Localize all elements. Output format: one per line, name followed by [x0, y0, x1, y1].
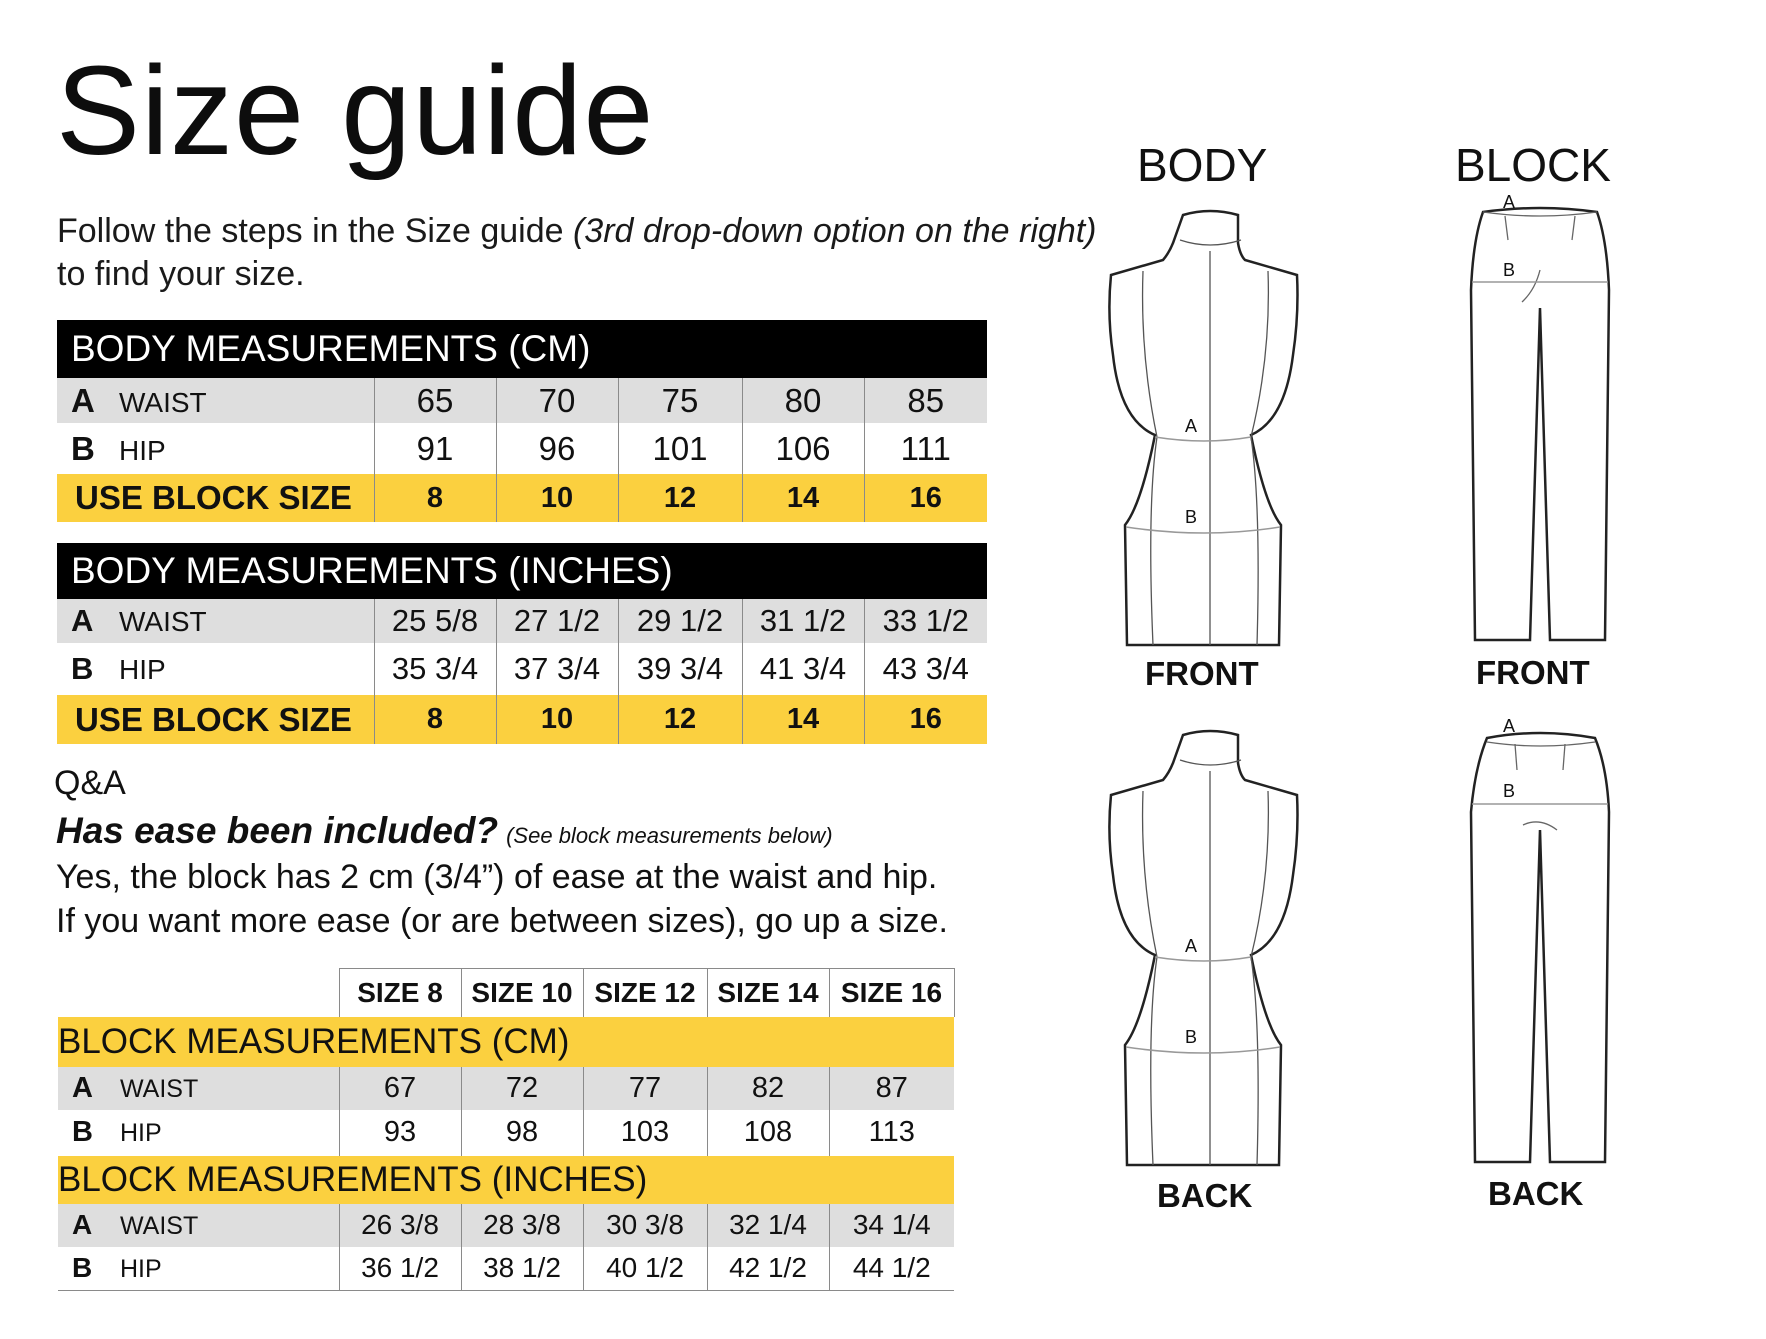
- table-cell: 38 1/2: [461, 1247, 583, 1291]
- table-row-block-size: [57, 474, 987, 522]
- table-cell: 39 3/4: [618, 643, 742, 695]
- dress-form-outline: [1109, 731, 1297, 1165]
- hip-line: [1126, 1047, 1280, 1053]
- table-row: [57, 378, 987, 423]
- table-row: [58, 1067, 954, 1110]
- table-cell: 34 1/4: [829, 1204, 954, 1247]
- table-cell: 70: [496, 378, 618, 423]
- table-cell: 35 3/4: [374, 643, 496, 695]
- table-cell: 30 3/8: [583, 1204, 707, 1247]
- table-cell: 26 3/8: [339, 1204, 461, 1247]
- qa-answer: [56, 855, 948, 943]
- trousers-outline: [1471, 208, 1609, 640]
- marker-a: A: [1185, 936, 1198, 956]
- table-row: [58, 1247, 954, 1291]
- table-cell: 98: [461, 1110, 583, 1156]
- table-cell: 72: [461, 1067, 583, 1110]
- marker-a: A: [1185, 416, 1198, 436]
- table-cell: 80: [742, 378, 864, 423]
- row-letter: B: [71, 651, 94, 686]
- table-cell: 25 5/8: [374, 599, 496, 643]
- table-cell: 10: [496, 695, 618, 744]
- table-cell: 44 1/2: [829, 1247, 954, 1291]
- qa-answer-line: If you want more ease (or are between sizes), go up a size.: [56, 902, 949, 940]
- table-cell: 87: [829, 1067, 954, 1110]
- row-letter: A: [71, 381, 95, 419]
- table-cell: 31 1/2: [742, 599, 864, 643]
- hip-line: [1126, 527, 1280, 533]
- block-size-label: USE BLOCK SIZE: [57, 474, 374, 522]
- marker-a: A: [1503, 716, 1516, 736]
- table-cell: 82: [707, 1067, 829, 1110]
- row-label: HIP: [119, 434, 166, 466]
- table-cell: 113: [829, 1110, 954, 1156]
- marker-b: B: [1185, 507, 1198, 527]
- table-cell: 8: [374, 695, 496, 744]
- table-cell: 103: [583, 1110, 707, 1156]
- intro-text: [57, 210, 1097, 296]
- table-cell: 8: [374, 474, 496, 522]
- dress-form-seams: [1143, 760, 1269, 1165]
- row-label: WAIST: [119, 606, 207, 637]
- block-back-label: BACK: [1488, 1175, 1584, 1212]
- table-cell: 32 1/4: [707, 1204, 829, 1247]
- dress-form-front: [1105, 205, 1315, 655]
- trousers-back: [1465, 712, 1615, 1172]
- size-header: SIZE 12: [583, 969, 707, 1017]
- row-letter: B: [72, 1116, 93, 1148]
- table-row: [57, 423, 987, 474]
- intro-text-italic: (3rd drop-down option on the right): [572, 212, 1097, 250]
- qa-answer-line: Yes, the block has 2 cm (3/4”) of ease at the waist and hip.: [56, 858, 938, 896]
- table-cell: 108: [707, 1110, 829, 1156]
- body-cm-header: BODY MEASUREMENTS (CM): [57, 320, 987, 378]
- table-cell: 42 1/2: [707, 1247, 829, 1291]
- intro-text-end: to find your size.: [57, 255, 305, 293]
- block-front-label: FRONT: [1476, 654, 1590, 691]
- trousers-outline: [1471, 733, 1609, 1162]
- table-cell: 85: [864, 378, 987, 423]
- table-row: [58, 1204, 954, 1247]
- table-cell: 16: [864, 695, 987, 744]
- waist-line: [1155, 437, 1251, 441]
- marker-b: B: [1503, 260, 1516, 280]
- waist-line: [1155, 957, 1251, 961]
- row-letter: A: [72, 1071, 93, 1104]
- table-row: [57, 599, 987, 643]
- size-header: SIZE 14: [707, 969, 829, 1017]
- table-cell: 75: [618, 378, 742, 423]
- table-cell: 67: [339, 1067, 461, 1110]
- body-in-table: [57, 599, 987, 744]
- table-cell: 40 1/2: [583, 1247, 707, 1291]
- qa-question: [56, 810, 833, 852]
- intro-text-start: Follow the steps in the Size guide: [57, 212, 573, 250]
- table-cell: 101: [618, 423, 742, 474]
- table-cell: 12: [618, 474, 742, 522]
- dress-form-seams: [1143, 240, 1269, 645]
- row-letter: B: [72, 1252, 93, 1284]
- table-cell: 41 3/4: [742, 643, 864, 695]
- marker-b: B: [1185, 1027, 1198, 1047]
- table-cell: 106: [742, 423, 864, 474]
- body-cm-table: [57, 378, 987, 522]
- row-label: HIP: [120, 1119, 162, 1147]
- body-heading: BODY: [1137, 139, 1268, 191]
- block-cm-header-row: [58, 1017, 954, 1067]
- table-cell: 10: [496, 474, 618, 522]
- body-in-header: BODY MEASUREMENTS (INCHES): [57, 543, 987, 599]
- dress-form-outline: [1109, 211, 1297, 645]
- table-cell: 14: [742, 474, 864, 522]
- size-header: SIZE 10: [461, 969, 583, 1017]
- table-row: [58, 1110, 954, 1156]
- table-cell: 33 1/2: [864, 599, 987, 643]
- trousers-front: [1465, 190, 1615, 650]
- row-letter: A: [72, 1209, 93, 1240]
- table-cell: 28 3/8: [461, 1204, 583, 1247]
- row-label: HIP: [120, 1255, 162, 1284]
- size-header: SIZE 8: [339, 969, 461, 1017]
- row-label: WAIST: [119, 386, 207, 418]
- dress-form-back: [1105, 725, 1315, 1175]
- table-cell: 111: [864, 423, 987, 474]
- marker-a: A: [1503, 192, 1516, 212]
- table-cell: 12: [618, 695, 742, 744]
- table-cell: 29 1/2: [618, 599, 742, 643]
- table-cell: 27 1/2: [496, 599, 618, 643]
- qa-question-note: (See block measurements below): [506, 823, 833, 848]
- table-cell: 14: [742, 695, 864, 744]
- row-letter: A: [71, 603, 94, 638]
- marker-b: B: [1503, 781, 1516, 801]
- table-cell: 96: [496, 423, 618, 474]
- block-size-label: USE BLOCK SIZE: [57, 695, 374, 744]
- table-cell: 91: [374, 423, 496, 474]
- row-letter: B: [71, 429, 95, 467]
- table-cell: 37 3/4: [496, 643, 618, 695]
- table-cell: 93: [339, 1110, 461, 1156]
- block-heading: BLOCK: [1455, 139, 1611, 191]
- row-label: WAIST: [120, 1074, 199, 1103]
- qa-question-text: Has ease been included?: [56, 810, 499, 851]
- page-title: Size guide: [56, 40, 655, 181]
- block-cm-header: BLOCK MEASUREMENTS (CM): [58, 1017, 954, 1067]
- size-header: SIZE 16: [829, 969, 954, 1017]
- table-row-block-size: [57, 695, 987, 744]
- qa-heading: Q&A: [54, 764, 126, 802]
- block-table: [58, 968, 955, 1291]
- table-cell: 77: [583, 1067, 707, 1110]
- row-label: HIP: [119, 654, 166, 685]
- table-cell: 36 1/2: [339, 1247, 461, 1291]
- row-label: WAIST: [120, 1212, 199, 1240]
- table-cell: 16: [864, 474, 987, 522]
- body-back-label: BACK: [1157, 1177, 1253, 1214]
- block-in-header-row: [58, 1156, 954, 1204]
- size-header-row: [58, 969, 954, 1017]
- block-in-header: BLOCK MEASUREMENTS (INCHES): [58, 1156, 954, 1204]
- table-cell: 43 3/4: [864, 643, 987, 695]
- table-cell: 65: [374, 378, 496, 423]
- trousers-seams: [1483, 212, 1597, 302]
- table-row: [57, 643, 987, 695]
- body-front-label: FRONT: [1145, 655, 1259, 692]
